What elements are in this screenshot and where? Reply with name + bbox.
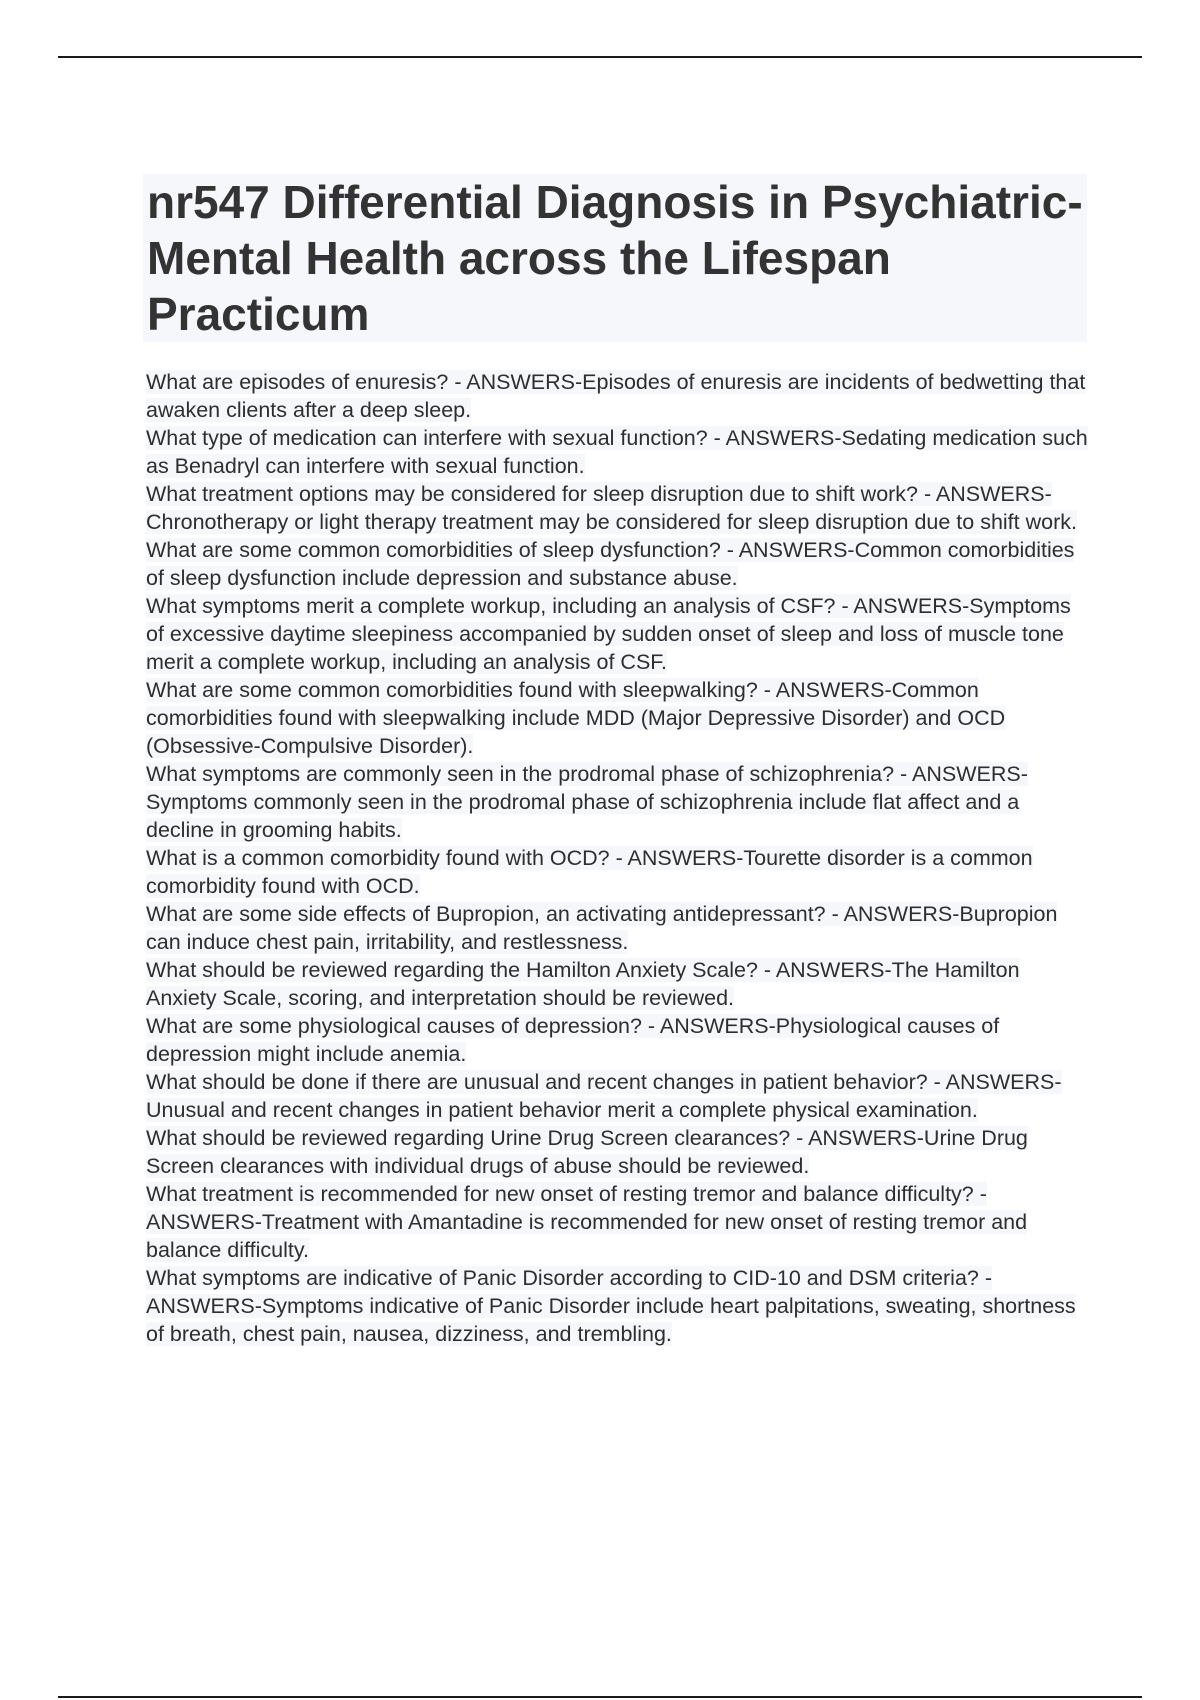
qa-item-7: What symptoms are commonly seen in the prodromal phase of schizophrenia? - ANSWERS-Symptoms commonly seen in the prodromal phase of schizophrenia include flat affect and a decline in grooming habits.: [146, 762, 1028, 842]
title-block: [143, 174, 1087, 342]
qa-item-10: What should be reviewed regarding the Hamilton Anxiety Scale? - ANSWERS-The Hamilton Anxiety Scale, scoring, and interpretation should be reviewed.: [146, 958, 1020, 1010]
qa-item-13: What should be reviewed regarding Urine Drug Screen clearances? - ANSWERS-Urine Drug Screen clearances with individual drugs of abuse should be reviewed.: [146, 1126, 1028, 1178]
qa-item-1: What are episodes of enuresis? - ANSWERS-Episodes of enuresis are incidents of bedwetting that awaken clients after a deep sleep.: [146, 370, 1086, 422]
qa-item-4: What are some common comorbidities of sleep dysfunction? - ANSWERS-Common comorbidities of sleep dysfunction include depression and substance abuse.: [146, 538, 1075, 590]
qa-item-11: What are some physiological causes of depression? - ANSWERS-Physiological causes of depression might include anemia.: [146, 1014, 1000, 1066]
qa-item-9: What are some side effects of Bupropion, an activating antidepressant? - ANSWERS-Bupropion can induce chest pain, irritability, and restlessness.: [146, 902, 1058, 954]
top-rule: [58, 56, 1142, 58]
bottom-rule: [58, 1696, 1142, 1698]
document-title: nr547 Differential Diagnosis in Psychiatric-Mental Health across the Lifespan Practicum: [147, 176, 1083, 340]
qa-item-15: What symptoms are indicative of Panic Disorder according to CID-10 and DSM criteria? - ANSWERS-Symptoms indicative of Panic Disorder include heart palpitations, sweating, shortness of breath, chest pain, nausea, dizziness, and trembling.: [146, 1266, 1076, 1346]
qa-item-14: What treatment is recommended for new onset of resting tremor and balance difficulty? - ANSWERS-Treatment with Amantadine is recommended for new onset of resting tremor and balance difficulty.: [146, 1182, 1028, 1262]
qa-item-12: What should be done if there are unusual and recent changes in patient behavior? - ANSWERS-Unusual and recent changes in patient behavior merit a complete physical examination.: [146, 1070, 1062, 1122]
qa-item-3: What treatment options may be considered for sleep disruption due to shift work? - ANSWERS-Chronotherapy or light therapy treatment may be considered for sleep disruption due to shift work.: [146, 482, 1077, 534]
qa-item-8: What is a common comorbidity found with OCD? - ANSWERS-Tourette disorder is a common comorbidity found with OCD.: [146, 846, 1033, 898]
qa-item-5: What symptoms merit a complete workup, including an analysis of CSF? - ANSWERS-Symptoms of excessive daytime sleepiness accompanied by sudden onset of sleep and loss of muscle tone merit a complete workup, including an analysis of CSF.: [146, 594, 1071, 674]
qa-list: [146, 368, 1090, 1348]
qa-item-6: What are some common comorbidities found with sleepwalking? - ANSWERS-Common comorbidities found with sleepwalking include MDD (Major Depressive Disorder) and OCD (Obsessive-Compulsive Disorder).: [146, 678, 1006, 758]
qa-item-2: What type of medication can interfere with sexual function? - ANSWERS-Sedating medication such as Benadryl can interfere with sexual function.: [146, 426, 1088, 478]
